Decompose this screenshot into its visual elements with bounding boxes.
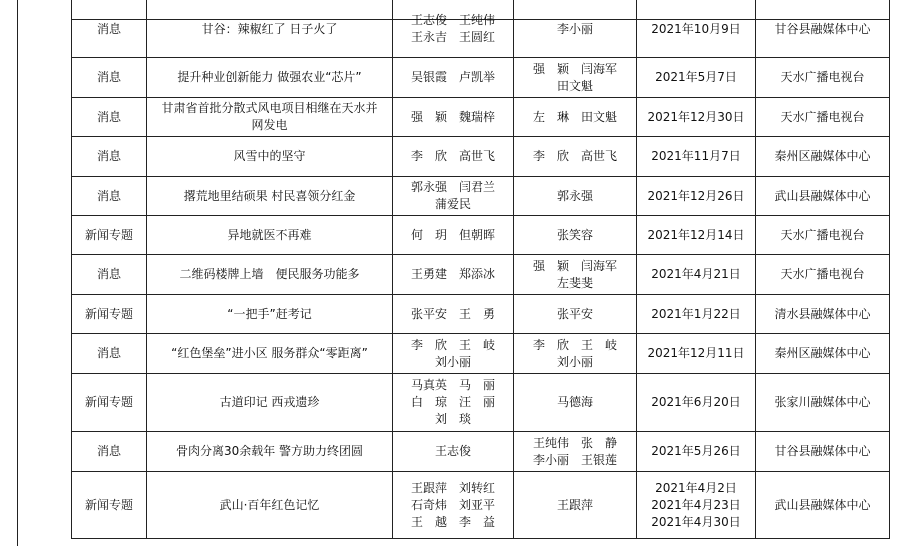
unit-cell <box>756 472 889 538</box>
unit-cell <box>756 295 889 333</box>
title-cell <box>147 295 392 333</box>
title-cell <box>147 255 392 294</box>
authors-text: 王 越 李 益 <box>410 514 495 529</box>
editors-cell <box>514 98 636 136</box>
date-text: 2021年12月30日 <box>647 109 745 124</box>
authors-text: 郭永强 闫君兰 <box>410 180 495 194</box>
authors-cell <box>393 216 513 254</box>
unit-cell <box>756 334 889 373</box>
authors-text: 石奇炜 刘亚平 <box>410 497 495 512</box>
authors-text: 李 欣 王 岐 <box>410 337 495 352</box>
editors-text: 强 颖 闫海军 <box>532 258 617 273</box>
authors-cell <box>393 255 513 294</box>
type-cell <box>72 472 146 538</box>
unit-text: 武山县融媒体中心 <box>774 497 871 512</box>
title-text: “一把手”赶考记 <box>227 306 312 321</box>
authors-text: 强 颖 魏瑞梓 <box>410 109 495 124</box>
type-cell <box>72 374 146 431</box>
authors-cell <box>393 98 513 136</box>
title-text: 异地就医不再难 <box>227 227 312 242</box>
date-text: 2021年12月11日 <box>647 346 745 360</box>
title-cell <box>147 216 392 254</box>
editors-text: 王跟萍 <box>556 497 593 512</box>
date-cell <box>637 177 755 215</box>
title-text: “红色堡垒”进小区 服务群众“零距离” <box>171 346 368 360</box>
editors-text: 李小丽 <box>556 21 593 36</box>
editors-text: 左 琳 田文魁 <box>532 109 617 124</box>
editors-text: 王纯伟 张 静 <box>532 435 617 450</box>
type-cell <box>72 216 146 254</box>
grid-vline <box>889 0 890 538</box>
authors-text: 王志俊 王纯伟 <box>410 13 495 27</box>
editors-text: 刘小丽 <box>556 354 593 369</box>
date-text: 2021年4月21日 <box>651 267 741 281</box>
authors-text: 王永吉 王圆红 <box>410 30 495 44</box>
title-cell <box>147 1 392 57</box>
date-text: 2021年4月30日 <box>651 514 741 529</box>
date-text: 2021年12月26日 <box>647 188 745 203</box>
title-text: 甘谷：辣椒红了 日子火了 <box>201 21 338 36</box>
authors-text: 李 欣 高世飞 <box>410 149 495 163</box>
type-text: 消息 <box>96 444 121 458</box>
type-text: 新闻专题 <box>84 497 133 512</box>
type-text: 新闻专题 <box>84 395 133 409</box>
type-text: 消息 <box>96 188 121 203</box>
type-cell <box>72 255 146 294</box>
title-text: 风雪中的坚守 <box>233 149 306 163</box>
authors-cell <box>393 295 513 333</box>
authors-text: 王勇建 郑添冰 <box>410 267 495 281</box>
authors-text: 何 玥 但朝晖 <box>410 227 495 242</box>
authors-cell <box>393 472 513 538</box>
unit-cell <box>756 216 889 254</box>
title-cell <box>147 374 392 431</box>
unit-cell <box>756 177 889 215</box>
date-cell <box>637 58 755 97</box>
editors-cell <box>514 255 636 294</box>
authors-text: 蒲爱民 <box>434 197 471 211</box>
unit-text: 天水广播电视台 <box>780 109 865 124</box>
type-text: 消息 <box>96 346 121 360</box>
authors-text: 白 琼 汪 丽 <box>410 395 495 409</box>
date-text: 2021年6月20日 <box>651 395 741 409</box>
unit-text: 甘谷县融媒体中心 <box>774 444 871 458</box>
type-cell <box>72 58 146 97</box>
date-cell <box>637 334 755 373</box>
unit-cell <box>756 137 889 176</box>
unit-cell <box>756 58 889 97</box>
title-text: 撂荒地里结硕果 村民喜领分红金 <box>183 188 356 203</box>
title-cell <box>147 58 392 97</box>
editors-text: 马德海 <box>556 395 593 409</box>
date-cell <box>637 216 755 254</box>
type-text: 消息 <box>96 70 121 84</box>
date-text: 2021年5月7日 <box>655 70 737 84</box>
editors-text: 强 颖 闫海军 <box>532 61 617 76</box>
date-text: 2021年12月14日 <box>647 227 745 242</box>
authors-cell <box>393 1 513 57</box>
editors-text: 李小丽 王银莲 <box>532 452 617 467</box>
type-text: 消息 <box>96 149 121 163</box>
title-text: 二维码楼牌上墙 便民服务功能多 <box>179 267 360 281</box>
type-cell <box>72 334 146 373</box>
date-cell <box>637 98 755 136</box>
unit-text: 张家川融媒体中心 <box>774 395 871 409</box>
type-text: 消息 <box>96 21 121 36</box>
date-cell <box>637 374 755 431</box>
unit-text: 天水广播电视台 <box>780 267 865 281</box>
title-text: 提升种业创新能力 做强农业“芯片” <box>177 70 362 84</box>
authors-text: 张平安 王 勇 <box>410 306 495 321</box>
unit-text: 甘谷县融媒体中心 <box>774 21 871 36</box>
type-cell <box>72 1 146 57</box>
grid-hline <box>71 538 890 539</box>
unit-text: 秦州区融媒体中心 <box>774 149 871 163</box>
authors-text: 王志俊 <box>434 444 471 458</box>
editors-cell <box>514 472 636 538</box>
date-text: 2021年4月23日 <box>651 497 741 512</box>
unit-cell <box>756 1 889 57</box>
date-text: 2021年10月9日 <box>651 21 741 36</box>
title-cell <box>147 137 392 176</box>
title-text: 网发电 <box>251 118 288 132</box>
date-cell <box>637 1 755 57</box>
editors-cell <box>514 216 636 254</box>
date-text: 2021年4月2日 <box>655 480 737 495</box>
type-text: 新闻专题 <box>84 227 133 242</box>
title-text: 武山·百年红色记忆 <box>219 497 320 512</box>
editors-cell <box>514 58 636 97</box>
date-text: 2021年5月26日 <box>651 444 741 458</box>
authors-cell <box>393 432 513 471</box>
editors-text: 田文魁 <box>556 78 593 93</box>
type-cell <box>72 295 146 333</box>
title-cell <box>147 472 392 538</box>
date-cell <box>637 432 755 471</box>
unit-cell <box>756 432 889 471</box>
editors-cell <box>514 1 636 57</box>
authors-text: 王跟萍 刘转红 <box>410 480 495 495</box>
date-cell <box>637 295 755 333</box>
editors-text: 李 欣 王 岐 <box>532 337 617 352</box>
unit-text: 天水广播电视台 <box>780 70 865 84</box>
authors-text: 马真英 马 丽 <box>410 378 495 392</box>
date-cell <box>637 472 755 538</box>
authors-text: 吴银霞 卢凯举 <box>410 70 495 84</box>
title-text: 骨肉分离30余载年 警方助力终团圆 <box>175 444 364 458</box>
unit-text: 武山县融媒体中心 <box>774 188 871 203</box>
unit-text: 秦州区融媒体中心 <box>774 346 871 360</box>
unit-text: 清水县融媒体中心 <box>774 306 871 321</box>
authors-text: 刘 琰 <box>434 412 471 426</box>
unit-cell <box>756 98 889 136</box>
type-cell <box>72 137 146 176</box>
editors-cell <box>514 334 636 373</box>
type-text: 消息 <box>96 267 121 281</box>
editors-cell <box>514 432 636 471</box>
type-cell <box>72 98 146 136</box>
unit-cell <box>756 255 889 294</box>
title-cell <box>147 98 392 136</box>
title-cell <box>147 177 392 215</box>
editors-cell <box>514 137 636 176</box>
title-cell <box>147 334 392 373</box>
date-text: 2021年1月22日 <box>651 306 741 321</box>
editors-cell <box>514 295 636 333</box>
authors-cell <box>393 374 513 431</box>
date-text: 2021年11月7日 <box>651 149 741 163</box>
type-text: 消息 <box>96 109 121 124</box>
unit-text: 天水广播电视台 <box>780 227 865 242</box>
authors-text: 刘小丽 <box>434 354 471 369</box>
title-text: 古道印记 西戎遗珍 <box>219 395 320 409</box>
authors-cell <box>393 137 513 176</box>
editors-text: 张笑容 <box>556 227 593 242</box>
type-cell <box>72 177 146 215</box>
grid-vline <box>17 0 18 546</box>
date-cell <box>637 255 755 294</box>
editors-text: 李 欣 高世飞 <box>532 149 617 163</box>
type-cell <box>72 432 146 471</box>
editors-text: 左斐斐 <box>556 275 593 290</box>
type-text: 新闻专题 <box>84 306 133 321</box>
editors-text: 郭永强 <box>556 188 593 203</box>
date-cell <box>637 137 755 176</box>
title-text: 甘肃省首批分散式风电项目相继在天水并 <box>161 101 378 115</box>
editors-cell <box>514 374 636 431</box>
authors-cell <box>393 58 513 97</box>
editors-text: 张平安 <box>556 306 593 321</box>
unit-cell <box>756 374 889 431</box>
authors-cell <box>393 177 513 215</box>
authors-cell <box>393 334 513 373</box>
editors-cell <box>514 177 636 215</box>
title-cell <box>147 432 392 471</box>
